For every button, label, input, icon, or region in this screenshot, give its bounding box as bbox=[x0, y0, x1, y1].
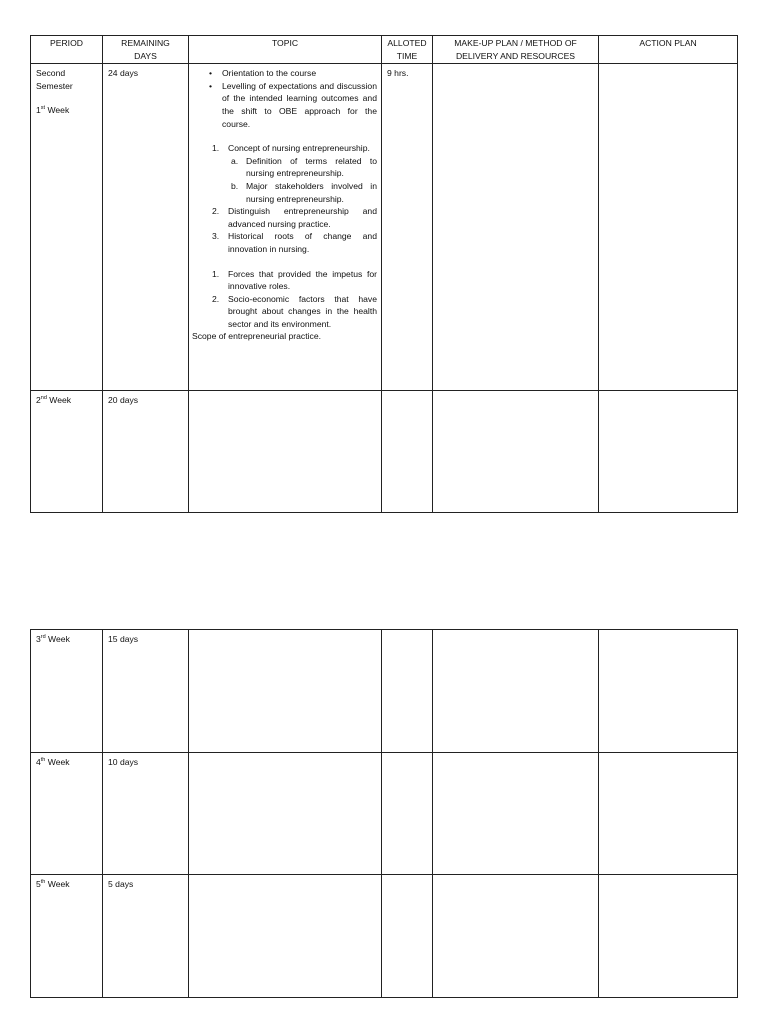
list-item: 3. Historical roots of change and innovation in nursing. bbox=[212, 231, 377, 254]
alloted-time-cell bbox=[382, 391, 433, 513]
alloted-time-cell bbox=[382, 753, 433, 875]
alloted-time-cell bbox=[382, 630, 433, 753]
action-plan-cell bbox=[599, 875, 738, 998]
table-row-week4 bbox=[31, 753, 738, 875]
header-topic: TOPIC bbox=[189, 36, 382, 64]
list-item: 2. Socio-economic factors that have brought about changes in the health sector and its environment. bbox=[212, 293, 377, 329]
table-row-week5 bbox=[31, 875, 738, 998]
header-alloted-time: ALLOTED TIME bbox=[382, 36, 433, 64]
makeup-plan-cell bbox=[433, 753, 599, 875]
list-item: 1. Concept of nursing entrepreneurship. a. Definition of terms related to nursing entrepreneurship. b. Major stakeholders involved in nursing entrepreneurship. bbox=[212, 143, 377, 204]
period-cell bbox=[31, 630, 103, 753]
makeup-plan-cell bbox=[433, 630, 599, 753]
list-item: 1. Forces that provided the impetus for innovative roles. bbox=[212, 268, 377, 292]
header-action-plan: ACTION PLAN bbox=[599, 36, 738, 64]
header-makeup-plan: MAKE-UP PLAN / METHOD OF DELIVERY AND RESOURCES bbox=[433, 36, 599, 64]
remaining-days-cell: 5 days bbox=[103, 875, 189, 998]
table-row-week1 bbox=[31, 64, 738, 391]
action-plan-cell bbox=[599, 64, 738, 391]
alloted-time-cell: 9 hrs. bbox=[382, 64, 433, 391]
list-item: • Orientation to the course bbox=[222, 67, 377, 80]
header-remaining-days: REMAINING DAYS bbox=[103, 36, 189, 64]
list-item: a. Definition of terms related to nursing entrepreneurship. bbox=[231, 155, 377, 179]
action-plan-cell bbox=[599, 391, 738, 513]
topic-cell bbox=[189, 630, 382, 753]
bullet-list bbox=[194, 67, 377, 130]
sub-list bbox=[228, 155, 377, 205]
list-item: • Levelling of expectations and discussion of the intended learning outcomes and the shift to OBE approach for the course. bbox=[222, 80, 377, 130]
period-cell bbox=[31, 64, 103, 391]
week-label: 5th Week bbox=[36, 879, 70, 889]
topic-cell bbox=[189, 64, 382, 391]
week-label: 3rd Week bbox=[36, 634, 70, 644]
header-row bbox=[31, 36, 738, 64]
scope-text: Scope of entrepreneurial practice. bbox=[192, 331, 321, 342]
topic-cell bbox=[189, 753, 382, 875]
table-row-week2 bbox=[31, 391, 738, 513]
remaining-days-cell: 10 days bbox=[103, 753, 189, 875]
header-period: PERIOD bbox=[31, 36, 103, 64]
makeup-plan-cell bbox=[433, 391, 599, 513]
action-plan-cell bbox=[599, 630, 738, 753]
makeup-plan-cell bbox=[433, 875, 599, 998]
week-label: 4th Week bbox=[36, 757, 70, 767]
week-label: 1st Week bbox=[36, 105, 70, 116]
numbered-list bbox=[194, 268, 377, 331]
topic-cell bbox=[189, 391, 382, 513]
period-cell bbox=[31, 875, 103, 998]
action-plan-cell bbox=[599, 753, 738, 875]
period-text: Second bbox=[36, 68, 66, 79]
numbered-list bbox=[194, 142, 377, 255]
list-item: b. Major stakeholders involved in nursing entrepreneurship. bbox=[231, 180, 377, 204]
course-plan-table-page1 bbox=[30, 35, 738, 513]
remaining-days-cell: 20 days bbox=[103, 391, 189, 513]
makeup-plan-cell bbox=[433, 64, 599, 391]
period-text: Semester bbox=[36, 80, 73, 91]
period-cell bbox=[31, 391, 103, 513]
table-row-week3 bbox=[31, 630, 738, 753]
week-label: 2nd Week bbox=[36, 395, 72, 406]
remaining-days-cell: 24 days bbox=[103, 64, 189, 391]
remaining-days-cell: 15 days bbox=[103, 630, 189, 753]
alloted-time-cell bbox=[382, 875, 433, 998]
course-plan-table-page2 bbox=[30, 629, 738, 998]
period-cell bbox=[31, 753, 103, 875]
list-item: 2. Distinguish entrepreneurship and advanced nursing practice. bbox=[212, 206, 377, 229]
topic-cell bbox=[189, 875, 382, 998]
